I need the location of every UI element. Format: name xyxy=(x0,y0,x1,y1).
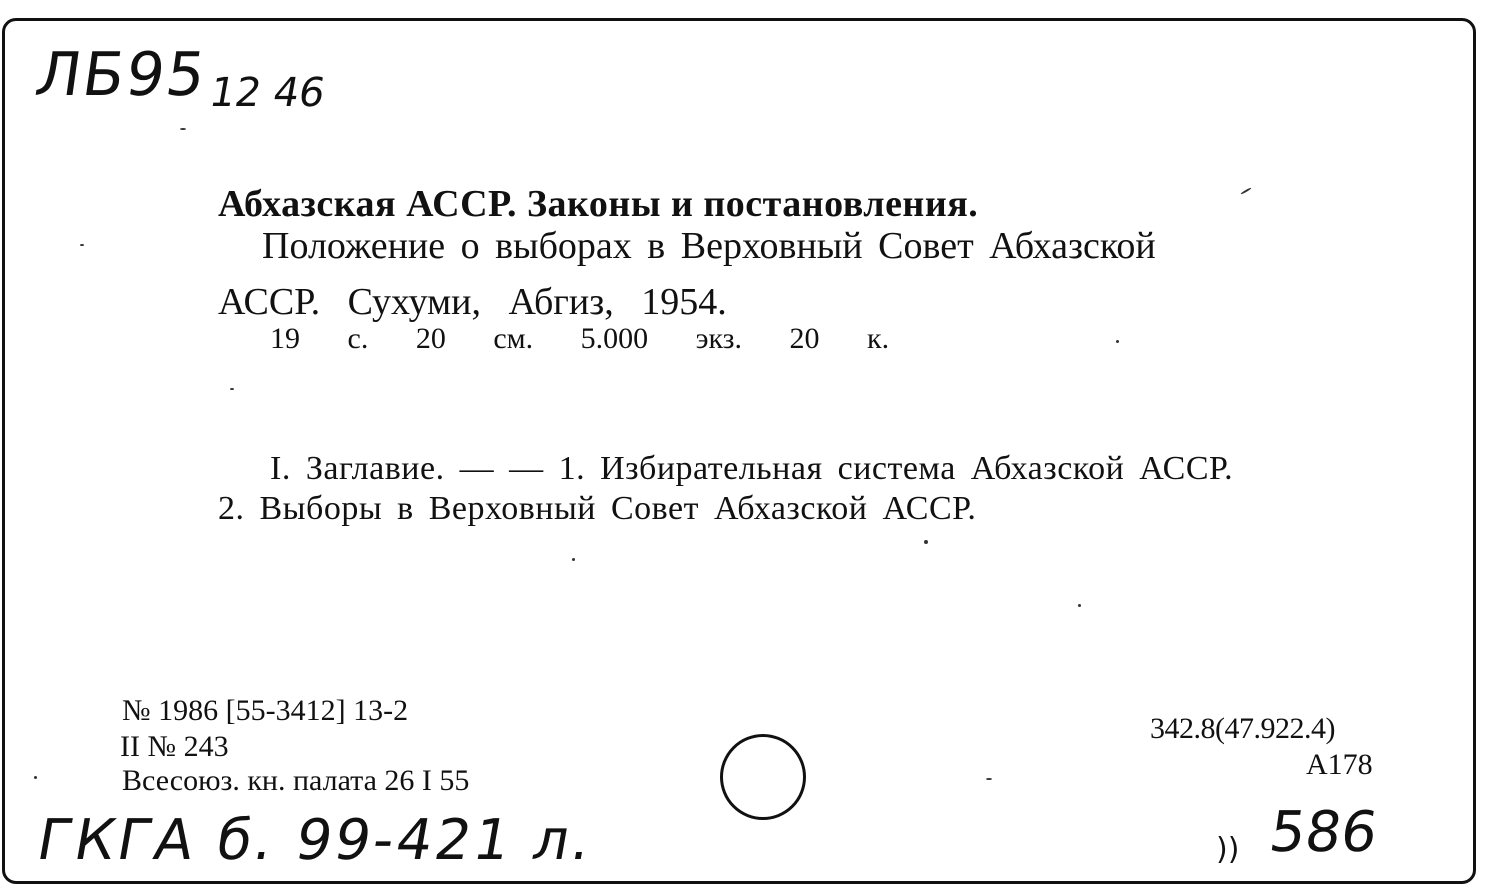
title-line-1: Положение о выборах в Верховный Совет Абхазской xyxy=(262,225,1156,267)
card-heading: Абхазская АССР. Законы и постановления. xyxy=(218,183,979,225)
record-source: Всесоюз. кн. палата 26 I 55 xyxy=(122,764,470,797)
scan-speck xyxy=(924,540,928,544)
scan-speck xyxy=(986,778,992,780)
stamp-circle xyxy=(720,734,806,820)
author-mark: А178 xyxy=(1306,748,1373,781)
scan-speck xyxy=(180,128,186,130)
handwritten-mark: )) xyxy=(1216,832,1240,867)
handwritten-call-number: ЛБ95 xyxy=(31,40,212,110)
scan-speck xyxy=(34,776,37,779)
handwritten-call-number-suffix: 12 46 xyxy=(205,70,329,116)
subject-headings-line-1: I. Заглавие. — — 1. Избирательная система Абхазской АССР. xyxy=(270,450,1234,487)
handwritten-page-number: 586 xyxy=(1265,800,1382,865)
scan-speck xyxy=(572,558,575,561)
scan-speck xyxy=(230,388,234,390)
handwritten-archive-reference: ГКГА б. 99-421 л. xyxy=(32,808,599,873)
record-number: № 1986 [55-3412] 13-2 xyxy=(122,694,409,727)
record-secondary-number: II № 243 xyxy=(120,730,229,763)
title-line-2: АССР. Сухуми, Абгиз, 1954. xyxy=(218,281,727,323)
scan-speck xyxy=(1078,604,1081,607)
classification-index: 342.8(47.922.4) xyxy=(1150,712,1335,745)
scan-speck xyxy=(1116,340,1119,343)
scan-speck xyxy=(80,244,84,246)
collation: 19 с. 20 см. 5.000 экз. 20 к. xyxy=(270,322,890,355)
subject-headings-line-2: 2. Выборы в Верховный Совет Абхазской АССР. xyxy=(218,490,977,527)
